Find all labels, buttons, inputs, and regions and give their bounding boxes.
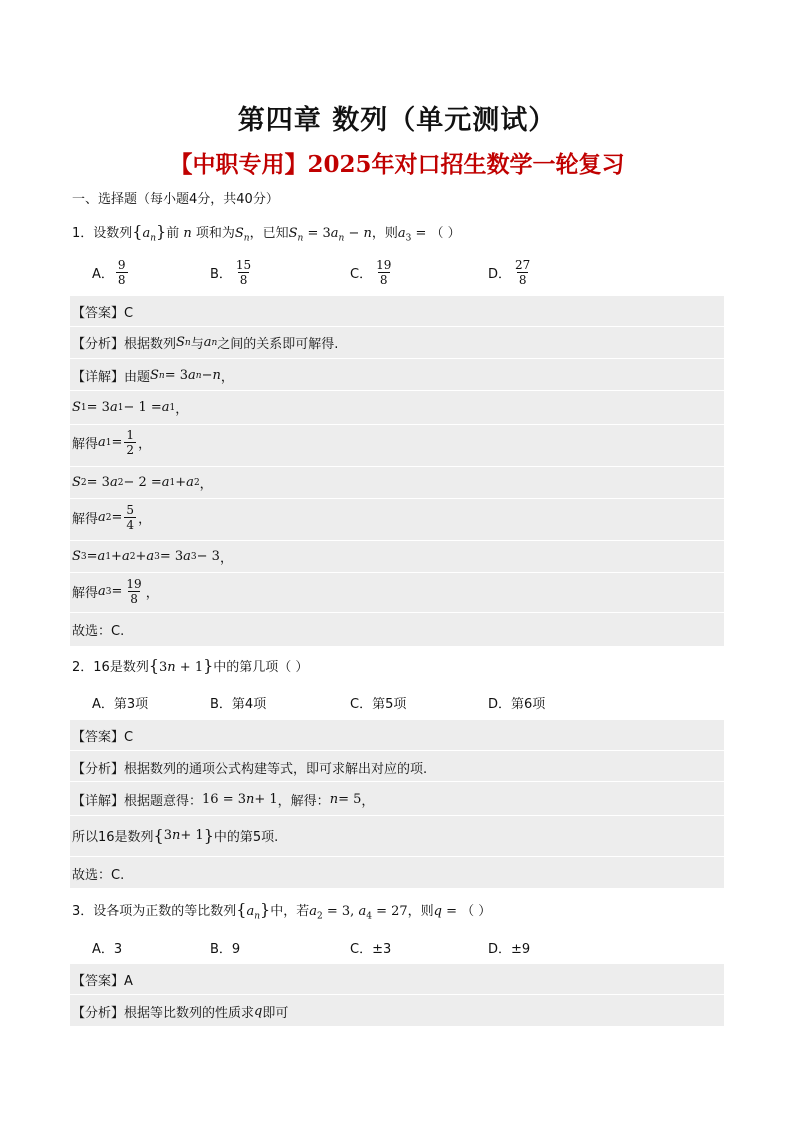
q3-option-b[interactable]: B．9 bbox=[210, 942, 241, 957]
q1-mid2: 项和为 bbox=[195, 226, 235, 241]
q1-solve-a3: 解得 a 3 = $\frac{19}{8}$ ， bbox=[72, 577, 159, 606]
q2-so: 所以16是数列 { 3 n + 1 } 中的第5项. bbox=[72, 826, 279, 845]
page-title: 第四章 数列（单元测试） bbox=[237, 105, 557, 136]
question-3: 3．设各项为正数的等比数列$\{a_n\}$中，若$a_2 = 3$, $a_4 = 27$，则q = （ ） bbox=[72, 900, 492, 922]
q1-tail: ，则 bbox=[371, 226, 398, 241]
q1-mid: 前 bbox=[166, 226, 180, 241]
q1-eq-s2: S 2 = 3 a 2 − 2 = a 1 + a 2 ， bbox=[72, 475, 213, 492]
q1-lead: 1．设数列 bbox=[72, 226, 133, 241]
q2-option-d[interactable]: D．第6项 bbox=[488, 697, 546, 712]
section-heading: 一、选择题（每小题4分，共40分） bbox=[72, 192, 279, 207]
q1-analysis: 【分析】根据数列 S n 与 a n 之间的关系即可解得. bbox=[72, 335, 339, 352]
q3-analysis: 【分析】根据等比数列的性质求 q 即可 bbox=[72, 1004, 289, 1021]
q2-choose: 故选：C. bbox=[72, 868, 125, 883]
q1-eq-s3: S 3 = a 1 + a 2 + a 3 = 3 a 3 − 3 ， bbox=[72, 549, 233, 566]
q2-detail: 【详解】根据题意得： 16 = 3 n + 1 ，解得： n = 5 ， bbox=[72, 792, 375, 809]
q1-answer: 【答案】C bbox=[72, 306, 134, 321]
q3-option-d[interactable]: D．±9 bbox=[488, 942, 531, 957]
q2-option-b[interactable]: B．第4项 bbox=[210, 697, 267, 712]
q1-solve-a1: 解得 a 1 = $\frac{1}{2}$ ， bbox=[72, 428, 152, 457]
question-2: 2．16是数列{3n + 1}中的第几项（ ） bbox=[72, 656, 309, 675]
q1-detail: 【详解】由题 S n = 3 a n − n ， bbox=[72, 368, 234, 385]
q1-choose: 故选：C. bbox=[72, 624, 125, 639]
q2-option-a[interactable]: A．第3项 bbox=[92, 697, 149, 712]
q1-mid3: ，已知 bbox=[249, 226, 289, 241]
q1-option-c[interactable]: C． $\frac{19}{8}$ bbox=[350, 258, 392, 287]
question-1: 1．设数列$\{a_n\}$前 n 项和为$S_n$，已知$S_n = 3a_n - n$，则$a_3$ = （ ） bbox=[72, 222, 461, 244]
q1-solve-a2: 解得 a 2 = $\frac{5}{4}$ ， bbox=[72, 503, 152, 532]
q3-option-a[interactable]: A．3 bbox=[92, 942, 123, 957]
q2-analysis: 【分析】根据数列的通项公式构建等式，即可求解出对应的项. bbox=[72, 762, 428, 777]
q1-option-b[interactable]: B． $\frac{15}{8}$ bbox=[210, 258, 252, 287]
q2-option-c[interactable]: C．第5项 bbox=[350, 697, 407, 712]
page-subtitle: 【中职专用】2025年对口招生数学一轮复习 bbox=[169, 151, 625, 178]
q1-end: （ ） bbox=[430, 226, 461, 241]
q3-answer: 【答案】A bbox=[72, 974, 133, 989]
q3-option-c[interactable]: C．±3 bbox=[350, 942, 392, 957]
q2-answer: 【答案】C bbox=[72, 730, 134, 745]
q1-option-a[interactable]: A． $\frac{9}{8}$ bbox=[92, 258, 126, 287]
q1-option-d[interactable]: D． $\frac{27}{8}$ bbox=[488, 258, 531, 287]
q1-eq-s1: S 1 = 3 a 1 − 1 = a 1 ， bbox=[72, 400, 189, 417]
